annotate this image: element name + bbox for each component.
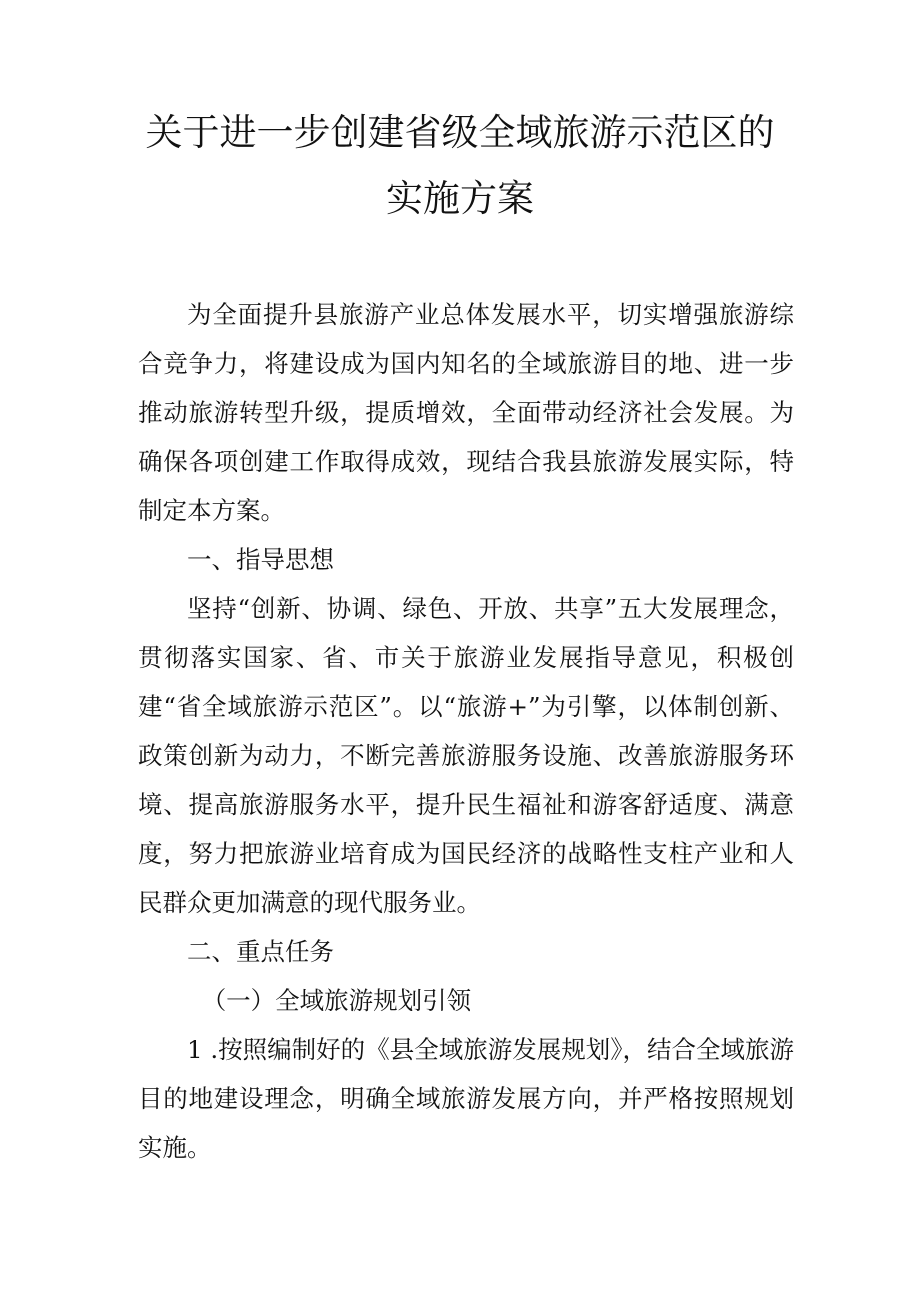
subsection-heading-planning: （一）全域旅游规划引领: [201, 986, 472, 1015]
section-heading-guiding-ideology: 一、指导思想: [187, 545, 334, 574]
document-title: 关于进一步创建省级全域旅游示范区的实施方案: [145, 111, 775, 220]
guiding-ideology-paragraph: 坚持“创新、协调、绿色、开放、共享”五大发展理念，贯彻落实国家、省、市关于旅游业发展指导意见，积极创建“省全域旅游示范区”。以“旅游+”为引擎，以体制创新、政策创新为动力，不断完善旅游服务设施、改善旅游服务环境、提高旅游服务水平，提升民生福祉和游客舒适度、满意度，努力把旅游业培育成为国民经济的战略性支柱产业和人民群众更加满意的现代服务业。: [138, 594, 794, 917]
intro-paragraph: 为全面提升县旅游产业总体发展水平，切实增强旅游综合竞争力，将建设成为国内知名的全域旅游目的地、进一步推动旅游转型升级，提质增效，全面带动经济社会发展。为确保各项创建工作取得成效，现结合我县旅游发展实际，特制定本方案。: [138, 300, 794, 525]
section-heading-key-tasks: 二、重点任务: [187, 937, 334, 966]
document-body: [138, 290, 794, 1172]
planning-item-paragraph: 1 .按照编制好的《县全域旅游发展规划》，结合全域旅游目的地建设理念，明确全域旅游发展方向，并严格按照规划实施。: [138, 1035, 794, 1162]
